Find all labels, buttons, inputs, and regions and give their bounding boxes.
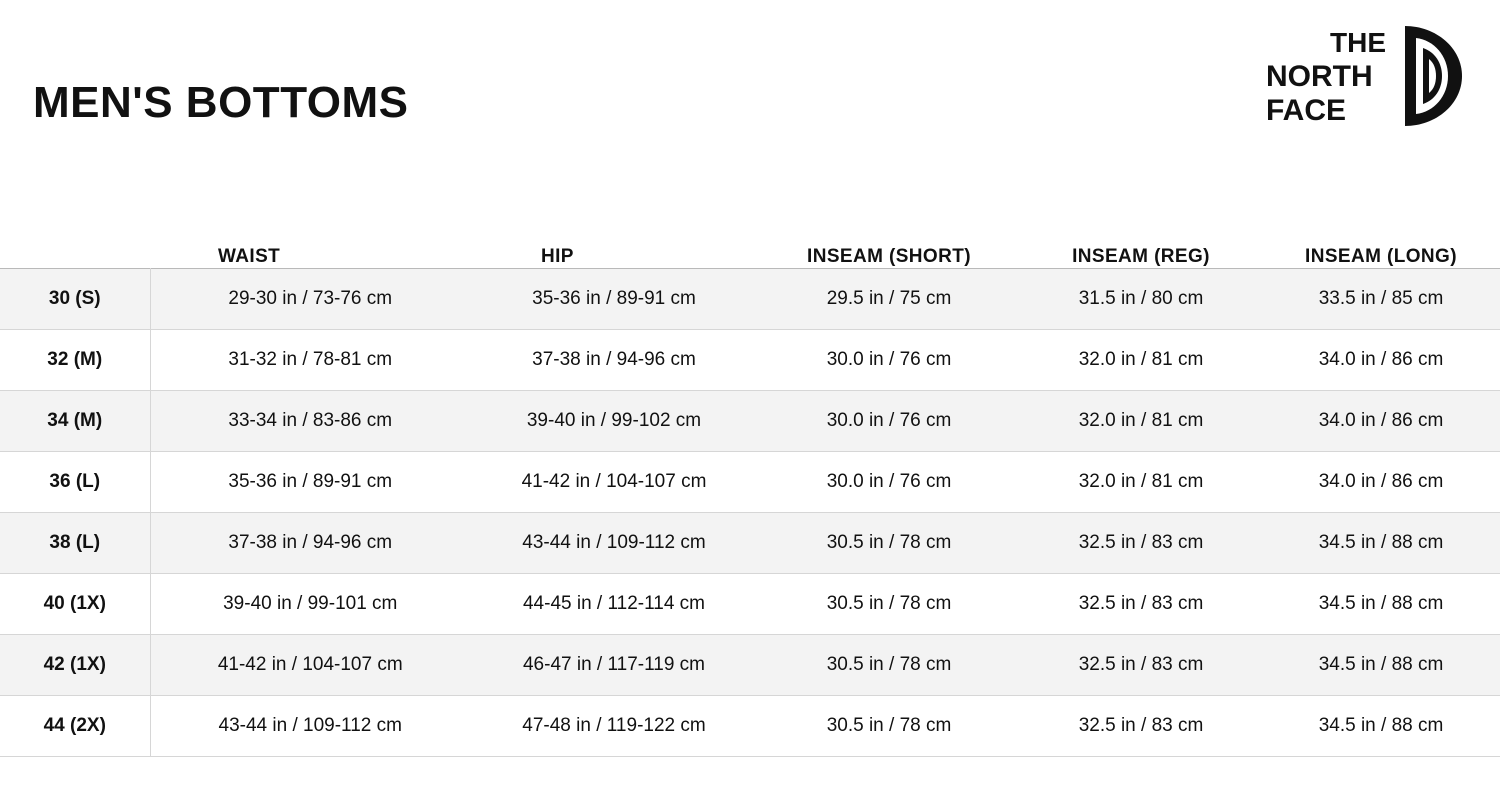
svg-text:FACE: FACE	[1266, 94, 1347, 127]
column-header-waist: WAIST	[150, 196, 470, 269]
cell-hip: 44-45 in / 112-114 cm	[470, 574, 758, 635]
cell-hip: 41-42 in / 104-107 cm	[470, 452, 758, 513]
table-row	[0, 513, 1500, 574]
cell-inseam-reg: 32.0 in / 81 cm	[1020, 330, 1262, 391]
cell-hip: 37-38 in / 94-96 cm	[470, 330, 758, 391]
cell-hip: 47-48 in / 119-122 cm	[470, 696, 758, 757]
svg-text:NORTH: NORTH	[1266, 60, 1373, 93]
column-header-inseam-reg: INSEAM (REG)	[1020, 196, 1262, 269]
cell-size: 30 (S)	[0, 269, 150, 330]
cell-waist: 39-40 in / 99-101 cm	[150, 574, 470, 635]
cell-inseam-reg: 32.5 in / 83 cm	[1020, 574, 1262, 635]
svg-text:THE: THE	[1330, 27, 1386, 58]
cell-inseam-short: 30.5 in / 78 cm	[758, 574, 1020, 635]
cell-inseam-reg: 32.0 in / 81 cm	[1020, 452, 1262, 513]
cell-waist: 41-42 in / 104-107 cm	[150, 635, 470, 696]
cell-waist: 35-36 in / 89-91 cm	[150, 452, 470, 513]
cell-inseam-long: 33.5 in / 85 cm	[1262, 269, 1500, 330]
cell-inseam-short: 30.5 in / 78 cm	[758, 696, 1020, 757]
table-body	[0, 269, 1500, 757]
table-row	[0, 269, 1500, 330]
size-chart-table	[0, 196, 1500, 757]
cell-inseam-reg: 32.5 in / 83 cm	[1020, 513, 1262, 574]
cell-hip: 39-40 in / 99-102 cm	[470, 391, 758, 452]
page-header	[0, 0, 1500, 190]
table-row	[0, 391, 1500, 452]
table-row	[0, 330, 1500, 391]
table-row	[0, 635, 1500, 696]
column-header-hip: HIP	[470, 196, 758, 269]
column-header-size	[0, 196, 150, 269]
cell-inseam-long: 34.5 in / 88 cm	[1262, 513, 1500, 574]
cell-hip: 43-44 in / 109-112 cm	[470, 513, 758, 574]
cell-hip: 35-36 in / 89-91 cm	[470, 269, 758, 330]
cell-size: 38 (L)	[0, 513, 150, 574]
cell-inseam-short: 30.5 in / 78 cm	[758, 513, 1020, 574]
cell-size: 32 (M)	[0, 330, 150, 391]
cell-inseam-short: 30.0 in / 76 cm	[758, 391, 1020, 452]
cell-inseam-long: 34.5 in / 88 cm	[1262, 696, 1500, 757]
cell-waist: 43-44 in / 109-112 cm	[150, 696, 470, 757]
cell-hip: 46-47 in / 117-119 cm	[470, 635, 758, 696]
cell-waist: 29-30 in / 73-76 cm	[150, 269, 470, 330]
table-row	[0, 696, 1500, 757]
column-header-inseam-long: INSEAM (LONG)	[1262, 196, 1500, 269]
table-row	[0, 574, 1500, 635]
cell-size: 42 (1X)	[0, 635, 150, 696]
cell-waist: 37-38 in / 94-96 cm	[150, 513, 470, 574]
cell-inseam-long: 34.5 in / 88 cm	[1262, 635, 1500, 696]
cell-waist: 33-34 in / 83-86 cm	[150, 391, 470, 452]
cell-inseam-reg: 32.5 in / 83 cm	[1020, 696, 1262, 757]
cell-inseam-long: 34.0 in / 86 cm	[1262, 330, 1500, 391]
cell-inseam-reg: 31.5 in / 80 cm	[1020, 269, 1262, 330]
the-north-face-logo-icon	[1264, 24, 1466, 128]
table-header-row	[0, 196, 1500, 269]
cell-size: 44 (2X)	[0, 696, 150, 757]
cell-inseam-short: 29.5 in / 75 cm	[758, 269, 1020, 330]
cell-inseam-short: 30.5 in / 78 cm	[758, 635, 1020, 696]
column-header-inseam-short: INSEAM (SHORT)	[758, 196, 1020, 269]
cell-inseam-long: 34.0 in / 86 cm	[1262, 452, 1500, 513]
cell-inseam-short: 30.0 in / 76 cm	[758, 330, 1020, 391]
cell-inseam-long: 34.5 in / 88 cm	[1262, 574, 1500, 635]
table-row	[0, 452, 1500, 513]
cell-inseam-reg: 32.5 in / 83 cm	[1020, 635, 1262, 696]
cell-size: 36 (L)	[0, 452, 150, 513]
page-title: MEN'S BOTTOMS	[33, 78, 409, 127]
cell-size: 40 (1X)	[0, 574, 150, 635]
table-header	[0, 196, 1500, 269]
cell-inseam-reg: 32.0 in / 81 cm	[1020, 391, 1262, 452]
cell-size: 34 (M)	[0, 391, 150, 452]
cell-waist: 31-32 in / 78-81 cm	[150, 330, 470, 391]
cell-inseam-long: 34.0 in / 86 cm	[1262, 391, 1500, 452]
cell-inseam-short: 30.0 in / 76 cm	[758, 452, 1020, 513]
